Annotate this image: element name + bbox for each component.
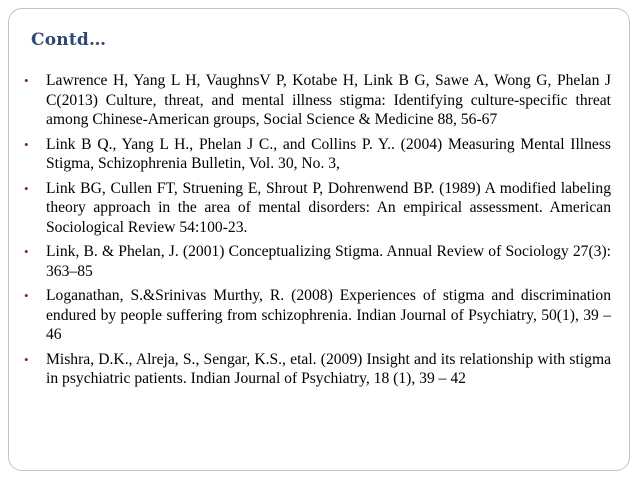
- reference-text: Mishra, D.K., Alreja, S., Sengar, K.S., etal. (2009) Insight and its relationship with stigma in psychiatric patients. Indian Journal of Psychiatry, 18 (1), 39 – 42: [46, 350, 611, 387]
- bullet-icon: •: [24, 73, 29, 88]
- bullet-icon: •: [24, 244, 29, 259]
- reference-item: [24, 350, 611, 389]
- reference-text: Link BG, Cullen FT, Struening E, Shrout P, Dohrenwend BP. (1989) A modified labeling theory approach in the area of mental disorders: An empirical assessment. American Sociological Review 54:100-23.: [46, 179, 611, 236]
- reference-item: [24, 71, 611, 130]
- reference-text: Lawrence H, Yang L H, VaughnsV P, Kotabe H, Link B G, Sawe A, Wong G, Phelan J C(2013) Culture, threat, and mental illness stigma: Identifying culture-specific threat among Chinese-American groups, Social Science & Medicine 88, 56-67: [46, 72, 611, 128]
- bullet-icon: •: [24, 351, 29, 367]
- bullet-icon: •: [24, 136, 29, 152]
- reference-text: Loganathan, S.&Srinivas Murthy, R. (2008) Experiences of stigma and discrimination endured by people suffering from schizophrenia. Indian Journal of Psychiatry, 50(1), 39 – 46: [46, 287, 611, 343]
- bullet-icon: •: [24, 180, 29, 196]
- reference-text: Link B Q., Yang L H., Phelan J C., and Collins P. Y.. (2004) Measuring Mental Illness Stigma, Schizophrenia Bulletin, Vol. 30, No. 3,: [46, 135, 611, 172]
- slide-title: Contd…: [31, 30, 107, 50]
- reference-item: [24, 179, 611, 238]
- reference-list: [24, 71, 611, 394]
- reference-item: [24, 135, 611, 174]
- bullet-icon: •: [24, 288, 29, 303]
- reference-item: [24, 242, 611, 281]
- reference-item: [24, 286, 611, 345]
- reference-text: Link, B. & Phelan, J. (2001) Conceptualizing Stigma. Annual Review of Sociology 27(3): 363–85: [46, 243, 611, 280]
